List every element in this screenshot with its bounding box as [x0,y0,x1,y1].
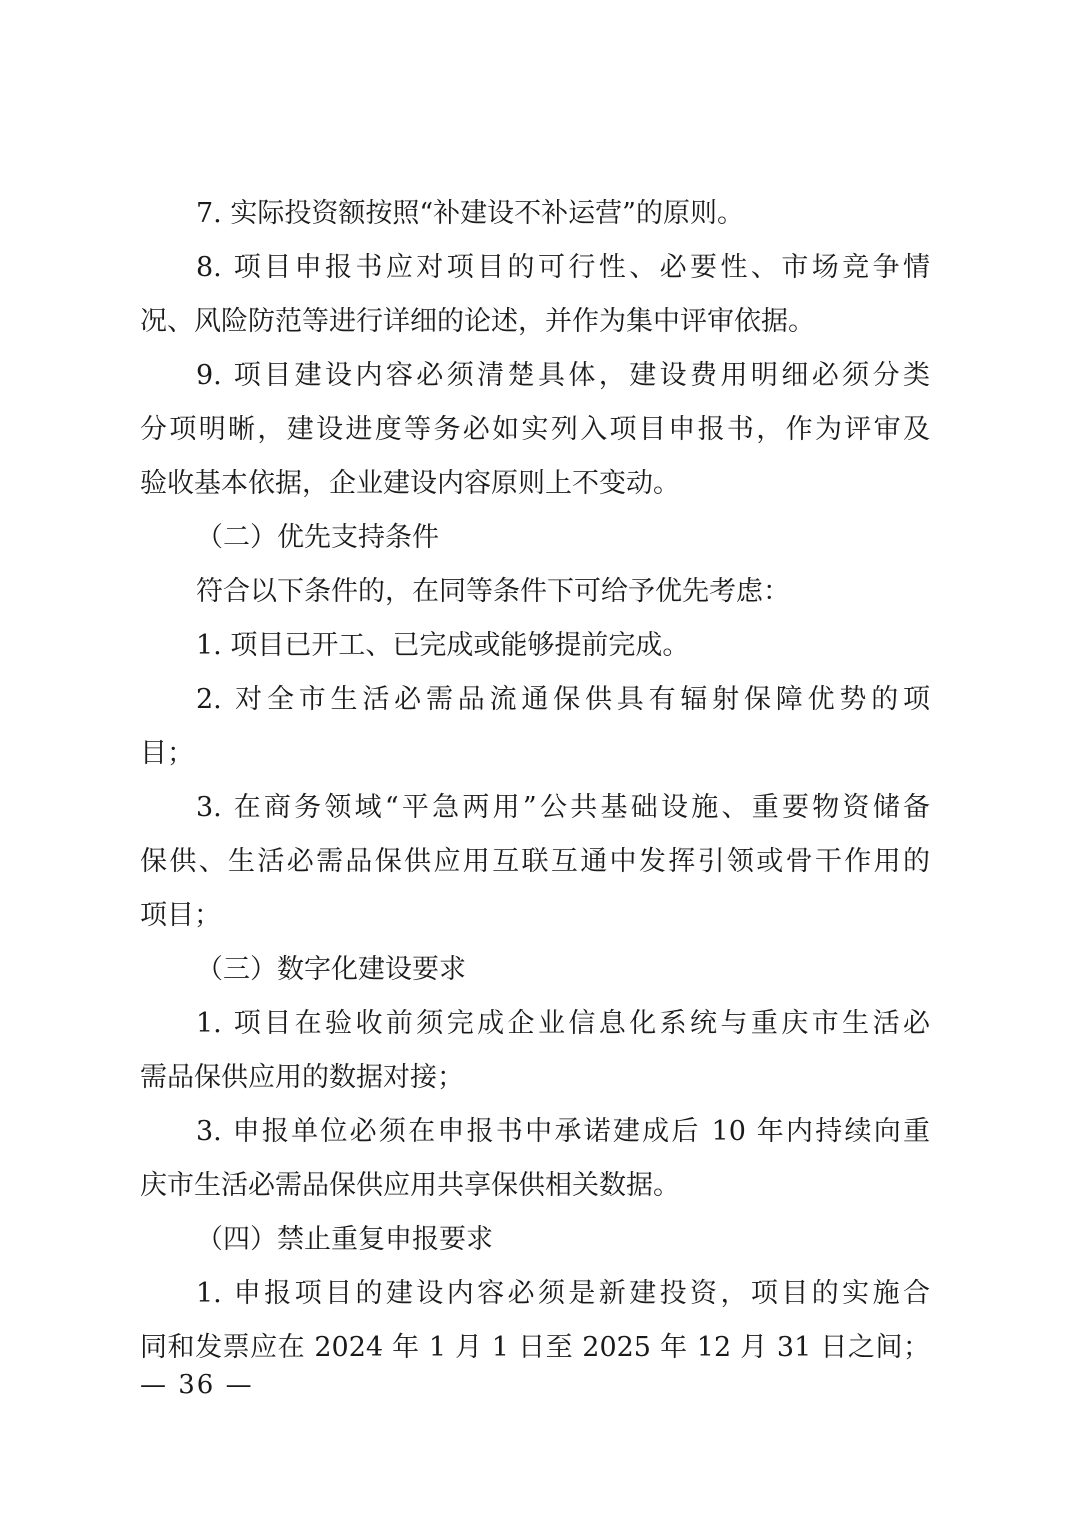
priority-item-2-line-1: 2. 对全市生活必需品流通保供具有辐射保障优势的项 [196,684,930,715]
digital-item-3-line-1: 3. 申报单位必须在申报书中承诺建成后 10 年内持续向重 [196,1116,930,1147]
priority-item-2-line-2: 目； [140,738,194,769]
digital-item-1-line-1: 1. 项目在验收前须完成企业信息化系统与重庆市生活必 [196,1008,930,1039]
priority-item-3-line-2: 保供、生活必需品保供应用互联互通中发挥引领或骨干作用的 [140,846,930,877]
priority-item-3-line-3: 项目； [140,900,221,931]
section-heading-priority-support: （二）优先支持条件 [196,522,439,553]
paragraph-item-9-line-3: 验收基本依据，企业建设内容原则上不变动。 [140,468,680,499]
paragraph-item-9-line-2: 分项明晰，建设进度等务必如实列入项目申报书，作为评审及 [140,414,930,445]
section-heading-digital-requirements: （三）数字化建设要求 [196,954,466,985]
duplicate-item-1-line-2: 同和发票应在 2024 年 1 月 1 日至 2025 年 12 月 31 日之间； [140,1332,930,1363]
page-number: — 36 — [140,1370,254,1400]
paragraph-item-8-line-2: 况、风险防范等进行详细的论述，并作为集中评审依据。 [140,306,815,337]
paragraph-priority-intro: 符合以下条件的，在同等条件下可给予优先考虑： [196,576,790,607]
priority-item-1: 1. 项目已开工、已完成或能够提前完成。 [196,630,690,661]
paragraph-item-8-line-1: 8. 项目申报书应对项目的可行性、必要性、市场竞争情 [196,252,930,283]
digital-item-3-line-2: 庆市生活必需品保供应用共享保供相关数据。 [140,1170,680,1201]
paragraph-item-9-line-1: 9. 项目建设内容必须清楚具体，建设费用明细必须分类 [196,360,930,391]
duplicate-item-1-line-1: 1. 申报项目的建设内容必须是新建投资，项目的实施合 [196,1278,930,1309]
paragraph-item-7: 7. 实际投资额按照“补建设不补运营”的原则。 [196,198,744,229]
digital-item-1-line-2: 需品保供应用的数据对接； [140,1062,464,1093]
section-heading-duplicate-application: （四）禁止重复申报要求 [196,1224,493,1255]
priority-item-3-line-1: 3. 在商务领域“平急两用”公共基础设施、重要物资储备 [196,792,930,823]
